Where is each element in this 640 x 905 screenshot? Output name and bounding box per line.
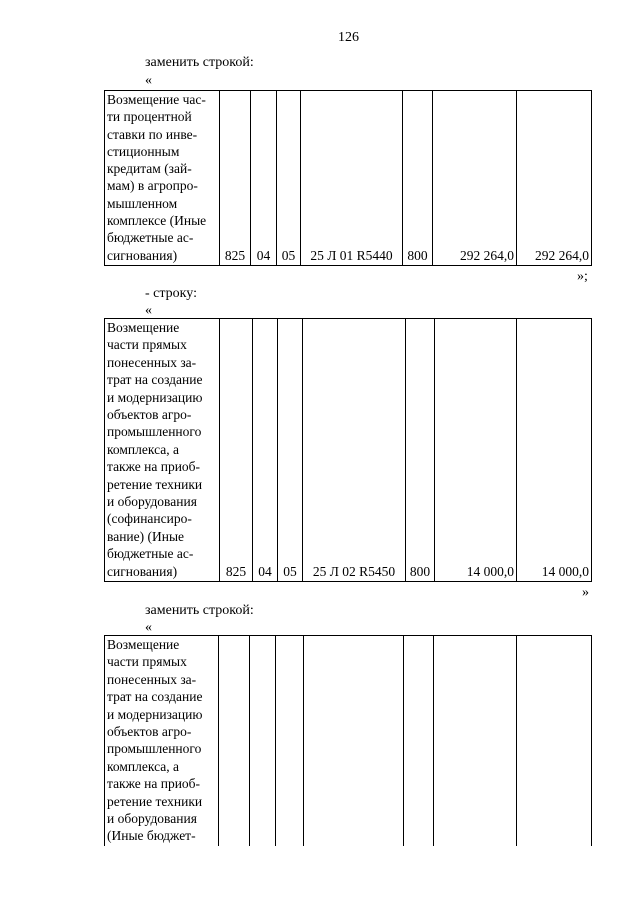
row-name: Возмещение части прямых понесенных за- трат на создание и модернизацию объектов агро- промышленного комплекса, а также на приоб- ретение техники и оборудования (Иные бюджет-: [105, 636, 219, 846]
page-number: 126: [338, 30, 359, 45]
budget-table: [104, 90, 592, 266]
quote-open: «: [145, 620, 152, 635]
sum-2: 292 264,0: [517, 91, 592, 266]
table-row: [105, 91, 592, 266]
sum-2: 14 000,0: [517, 319, 592, 582]
section-intro: заменить строкой:: [145, 55, 254, 70]
csr-code: 25 Л 02 R5450: [303, 319, 406, 582]
pr-code: 05: [277, 91, 301, 266]
sum-1: 14 000,0: [435, 319, 517, 582]
rz-code: [250, 636, 276, 846]
vr-code: 800: [406, 319, 435, 582]
pr-code: 05: [278, 319, 303, 582]
grbs-code: 825: [220, 319, 253, 582]
budget-table: [104, 635, 592, 846]
sum-1: 292 264,0: [433, 91, 517, 266]
rz-code: 04: [253, 319, 278, 582]
quote-close: »;: [577, 269, 588, 284]
quote-close: »: [582, 585, 589, 600]
table-row: [105, 319, 592, 582]
quote-open: «: [145, 303, 152, 318]
row-name: Возмещение час- ти процентной ставки по инве- стиционным кредитам (зай- мам) в агропро- мышленном комплексе (Иные бюджетные ас- сигнования): [105, 91, 220, 266]
quote-open: «: [145, 73, 152, 88]
rz-code: 04: [251, 91, 277, 266]
pr-code: [276, 636, 304, 846]
row-name: Возмещение части прямых понесенных за- трат на создание и модернизацию объектов агро- промышленного комплекса, а также на приоб- ретение техники и оборудования (софинансиро- вание) (Иные бюджетные ас- сигнования): [105, 319, 220, 582]
grbs-code: [219, 636, 250, 846]
section-intro: - строку:: [145, 286, 197, 301]
sum-1: [434, 636, 517, 846]
vr-code: [404, 636, 434, 846]
grbs-code: 825: [220, 91, 251, 266]
section-intro: заменить строкой:: [145, 603, 254, 618]
budget-table: [104, 318, 592, 582]
csr-code: [304, 636, 404, 846]
vr-code: 800: [403, 91, 433, 266]
table-row: [105, 636, 592, 846]
csr-code: 25 Л 01 R5440: [301, 91, 403, 266]
sum-2: [517, 636, 592, 846]
